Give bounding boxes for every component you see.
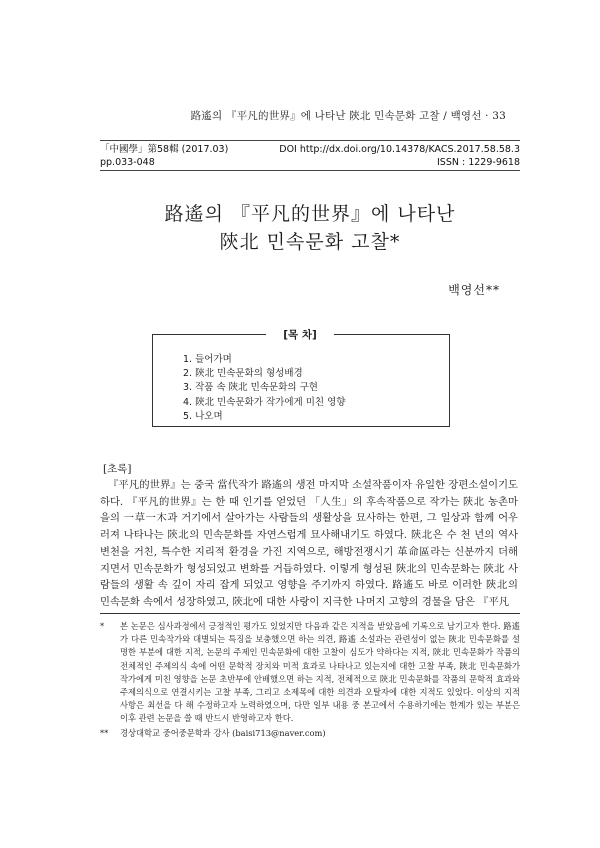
page-range: pp.033-048 (100, 157, 155, 168)
footnote-mark: * (100, 621, 105, 631)
footnote-2 (100, 727, 520, 740)
author-name: 백영선** (448, 283, 500, 297)
paper-title (100, 200, 520, 256)
footnote-text: 경상대학교 중어중문학과 강사 (baisi713@naver.com) (120, 727, 326, 738)
title-line-1: 路遙의 『平凡的世界』에 나타난 (164, 203, 456, 225)
toc-list (183, 353, 345, 424)
toc-item: 3. 작품 속 陝北 민속문화의 구현 (183, 382, 318, 394)
toc-item: 5. 나오며 (183, 410, 223, 422)
toc-item: 2. 陝北 민속문화의 형성배경 (183, 368, 303, 380)
footnote-divider (100, 613, 520, 614)
journal-meta (100, 140, 520, 171)
footnote-1 (100, 620, 520, 726)
abstract-text: 『平凡的世界』는 중국 當代작가 路遙의 생전 마지막 소설작품이자 유일한 장편소설이기도 하다. 『平凡的世界』는 한 때 인기를 얻었던 「人生」의 후속작품으로 작가는 陝北 농촌마을의 一草一木과 거기에서 살아가는 사람들의 생활상을 묘사하는 한편, 그 일상과 함께 어우러져 나타나는 陝北의 민속문화를 자연스럽게 묘사해내기도 하였다. 陝北은 수 천 년의 역사변천을 거친, 특수한 지리적 환경을 가진 지역으로, 해방전쟁시기 革命區라는 신분까지 더해지면서 민속문화가 형성되었고 변화를 거듭하였다. 이렇게 형성된 陝北의 민속문화는 陝北 사람들의 생활 속 깊이 자리 잡게 되었고 영향을 주기까지 하였다. 路遙도 바로 이러한 陝北의 민속문화 속에서 성장하였고, 陝北에 대한 사랑이 지극한 나머지 고향의 경물을 담은 『平凡 (100, 479, 518, 608)
issn: ISSN : 1229-9618 (437, 157, 520, 168)
toc-heading: [목 차] (266, 328, 334, 342)
toc-item: 1. 들어가며 (183, 354, 232, 365)
running-head: 路遙의 『平凡的世界』에 나타난 陝北 민속문화 고찰 / 백영선 · 33 (190, 110, 506, 122)
toc-item: 4. 陝北 민속문화가 작가에게 미친 영향 (183, 396, 346, 408)
footnote-mark: ** (100, 727, 109, 738)
title-line-2: 陝北 민속문화 고찰* (219, 231, 401, 253)
doi-link[interactable]: DOI http://dx.doi.org/10.14378/KACS.2017.58.58.3 (279, 144, 520, 155)
journal-issue: 「中國學」第58輯 (2017.03) (100, 144, 229, 155)
abstract-label: [초록] (103, 463, 132, 475)
footnotes (100, 620, 520, 740)
footnote-text: 본 논문은 심사과정에서 긍정적인 평가도 있었지만 다음과 같은 지적을 받았음에 기록으로 남기고자 한다. 路遙가 다른 민속작가와 대별되는 특징을 보충했으면 하는 의견, 路遙 소설과는 관련성이 없는 陝北 민속문화를 설명한 부분에 대한 지적, 논문의 주제인 민속문화에 대한 고찰이 심도가 약하다는 지적, 陝北 민속문화가 작품의 전체적인 주제의식 속에 어떤 문학적 장치와 미적 효과로 나타나고 있는지에 대한 고찰 부족, 陝北 민속문화가 작가에게 미친 영향을 논문 초반부에 안배했으면 하는 지적, 전체적으로 陝北 민속문화를 작품의 문학적 효과와 주제의식으로 연결시키는 고찰 부족, 그리고 소제목에 대한 의견과 오탈자에 대한 지적도 있었다. 이상의 지적 사항은 최선을 다 해 수정하고자 노력하였으며, 다만 일부 내용 중 본고에서 수용하기에는 한계가 있는 부분은 이후 관련 논문을 쓸 때 반드시 반영하고자 한다. (120, 621, 520, 724)
